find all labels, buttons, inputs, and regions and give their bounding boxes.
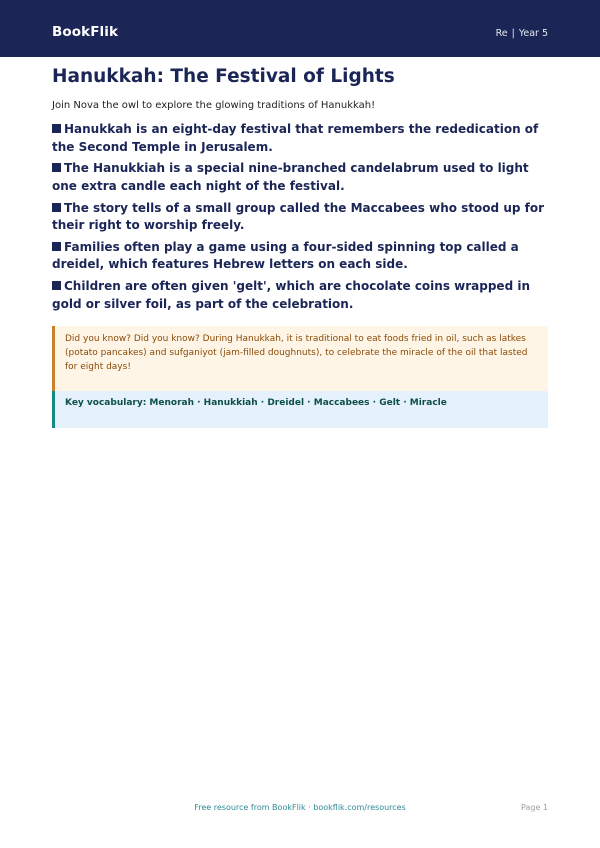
meta-separator: | xyxy=(511,28,515,39)
list-item-text: Children are often given 'gelt', which are chocolate coins wrapped in gold or silver foil, as part of the celebration. xyxy=(52,279,530,311)
list-item-text: The story tells of a small group called the Maccabees who stood up for their right to worship freely. xyxy=(52,200,545,233)
list-item-text: Families often play a game using a four-sided spinning top called a dreidel, which features Hebrew letters on each side. xyxy=(52,239,519,272)
list-item-text: The Hanukkiah is a special nine-branched candelabrum used to light one extra candle each night of the festival. xyxy=(52,161,529,193)
square-bullet-icon xyxy=(52,124,61,133)
vocabulary-text: Key vocabulary: Menorah · Hanukkiah · Dreidel · Maccabees · Gelt · Miracle xyxy=(65,398,447,408)
vocabulary-box xyxy=(52,391,548,428)
intro-text: Join Nova the owl to explore the glowing traditions of Hanukkah! xyxy=(52,100,376,111)
did-you-know-text: Did you know? Did you know? During Hanukkah, it is traditional to eat foods fried in oil, such as latkes (potato pancakes) and sufganiyot (jam-filled doughnuts), to celebrate the miracle of the oil that lasted for eight days! xyxy=(65,334,528,372)
subject-label: Re xyxy=(495,28,508,39)
list-item xyxy=(52,121,552,156)
list-item xyxy=(52,200,552,235)
list-item-text: Hanukkah is an eight-day festival that remembers the rededication of the Second Temple in Jerusalem. xyxy=(52,122,539,154)
list-item xyxy=(52,160,552,195)
page-title: Hanukkah: The Festival of Lights xyxy=(52,66,395,87)
square-bullet-icon xyxy=(52,242,61,251)
did-you-know-callout xyxy=(52,326,548,391)
header-meta xyxy=(496,28,548,39)
square-bullet-icon xyxy=(52,203,61,212)
footer-link[interactable]: Free resource from BookFlik · bookflik.com/resources xyxy=(194,803,406,812)
list-item xyxy=(52,278,552,313)
brand-logo-text[interactable]: BookFlik xyxy=(52,24,119,40)
fact-list xyxy=(52,121,552,317)
square-bullet-icon xyxy=(52,281,61,290)
header-bar xyxy=(0,0,600,57)
year-label: Year 5 xyxy=(518,28,548,39)
square-bullet-icon xyxy=(52,163,61,172)
page-number: Page 1 xyxy=(521,803,548,812)
list-item xyxy=(52,239,552,274)
